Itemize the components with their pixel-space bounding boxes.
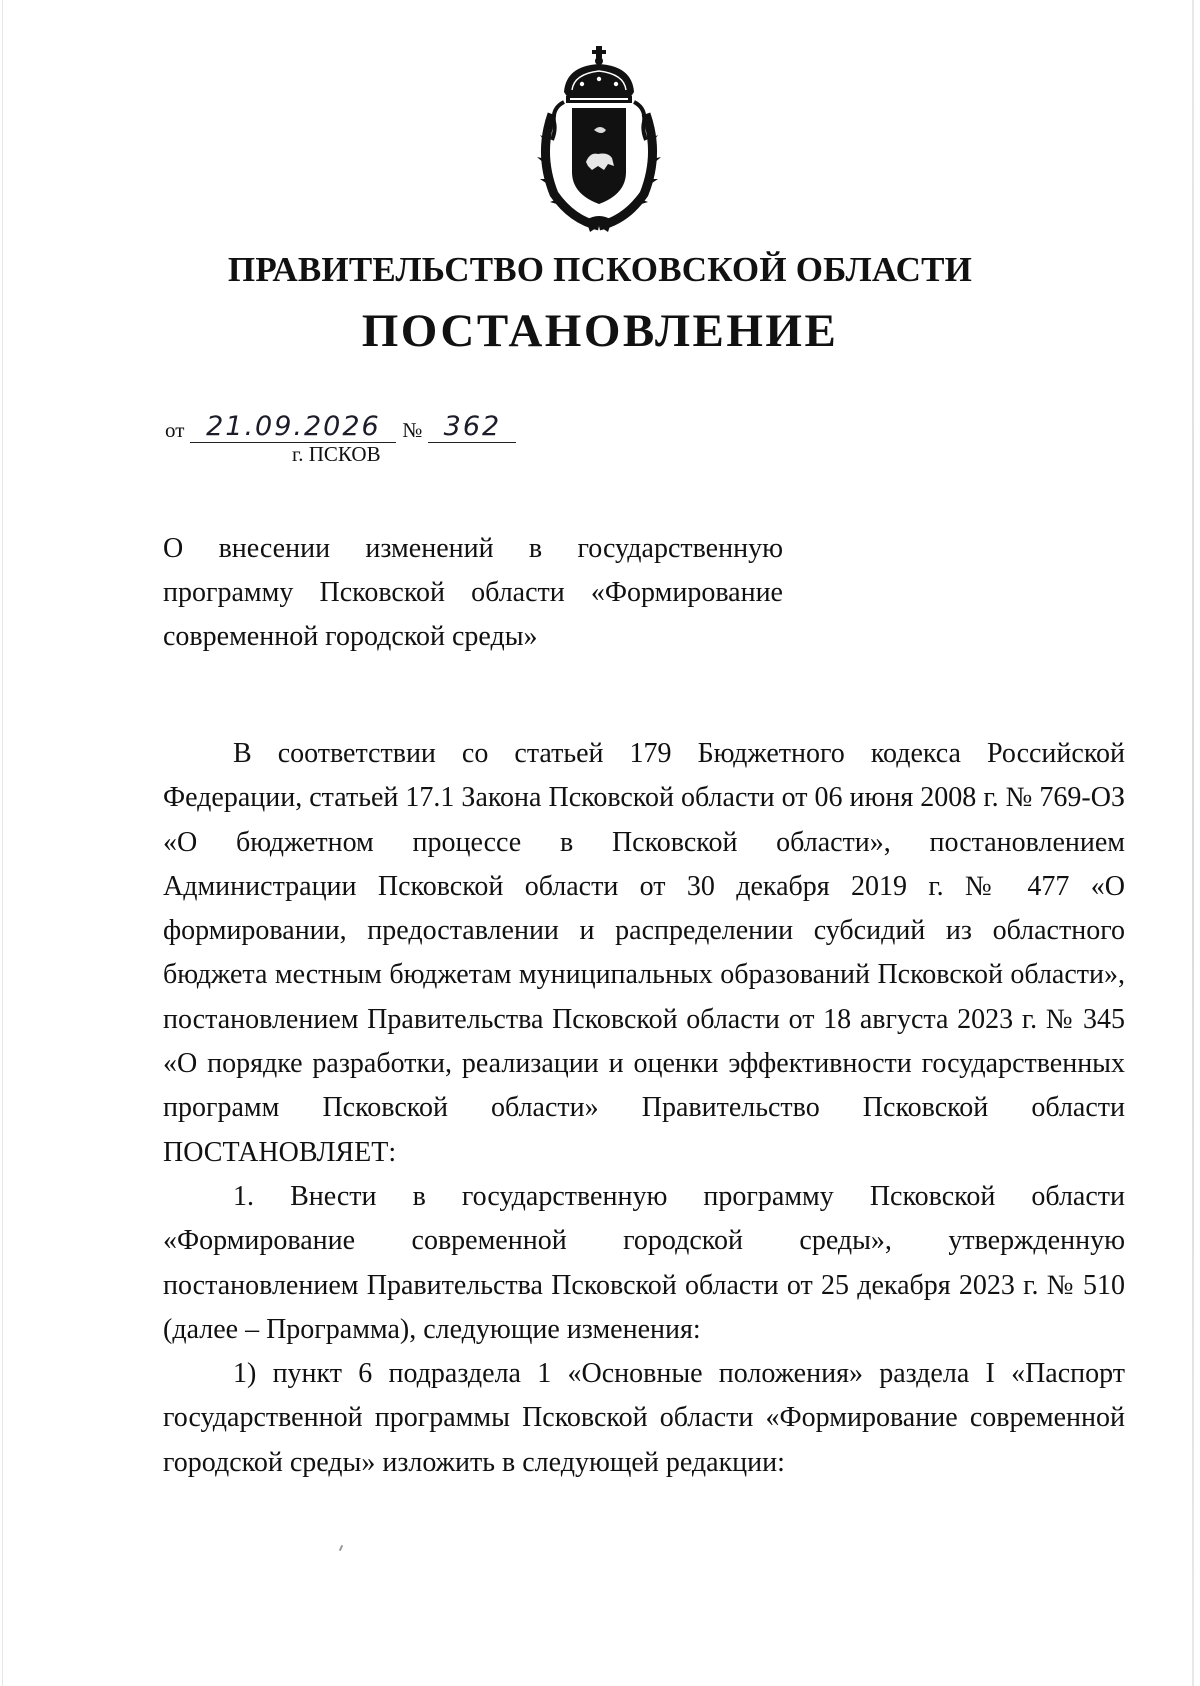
document-type-title: ПОСТАНОВЛЕНИЕ: [361, 305, 839, 357]
handwritten-date: 21.09.2026: [190, 412, 396, 443]
scan-speck: [339, 1545, 343, 1551]
city-label: г. ПСКОВ: [292, 442, 381, 466]
document-subject: [163, 527, 783, 659]
subject-line: О внесении изменений в государственную: [163, 533, 783, 564]
organization-title: ПРАВИТЕЛЬСТВО ПСКОВСКОЙ ОБЛАСТИ: [227, 250, 973, 289]
number-prefix: №: [402, 418, 423, 442]
item-1-1-paragraph: 1) пункт 6 подраздела 1 «Основные положения» раздела I «Паспорт государственной программы Псковской области «Формирование современной городской среды» изложить в следующей редакции:: [163, 1358, 1125, 1478]
date-number-line: [165, 412, 516, 443]
preamble-paragraph: В соответствии со статьей 179 Бюджетного кодекса Российской Федерации, статьей 17.1 Закона Псковской области от 06 июня 2008 г. № 769-ОЗ «О бюджетном процессе в Псковской области», постановлением Администрации Псковской области от 30 декабря 2019 г. № 477 «О формировании, предоставлении и распределении субсидий из областного бюджета местным бюджетам муниципальных образований Псковской области», постановлением Правительства Псковской области от 18 августа 2023 г. № 345 «О порядке разработки, реализации и оценки эффективности государственных программ Псковской области» Правительство Псковской области ПОСТАНОВЛЯЕТ:: [163, 738, 1125, 1168]
item-1-paragraph: 1. Внести в государственную программу Псковской области «Формирование современной городской среды», утвержденную постановлением Правительства Псковской области от 25 декабря 2023 г. № 510 (далее – Программа), следующие изменения:: [163, 1180, 1125, 1345]
subject-line: программу Псковской области «Формирование: [163, 577, 783, 608]
date-prefix: от: [165, 418, 185, 442]
subject-line: современной городской среды»: [163, 621, 538, 652]
document-body: [163, 732, 1125, 1485]
handwritten-number: 362: [428, 412, 516, 443]
pskov-coat-of-arms-icon: [534, 44, 664, 236]
